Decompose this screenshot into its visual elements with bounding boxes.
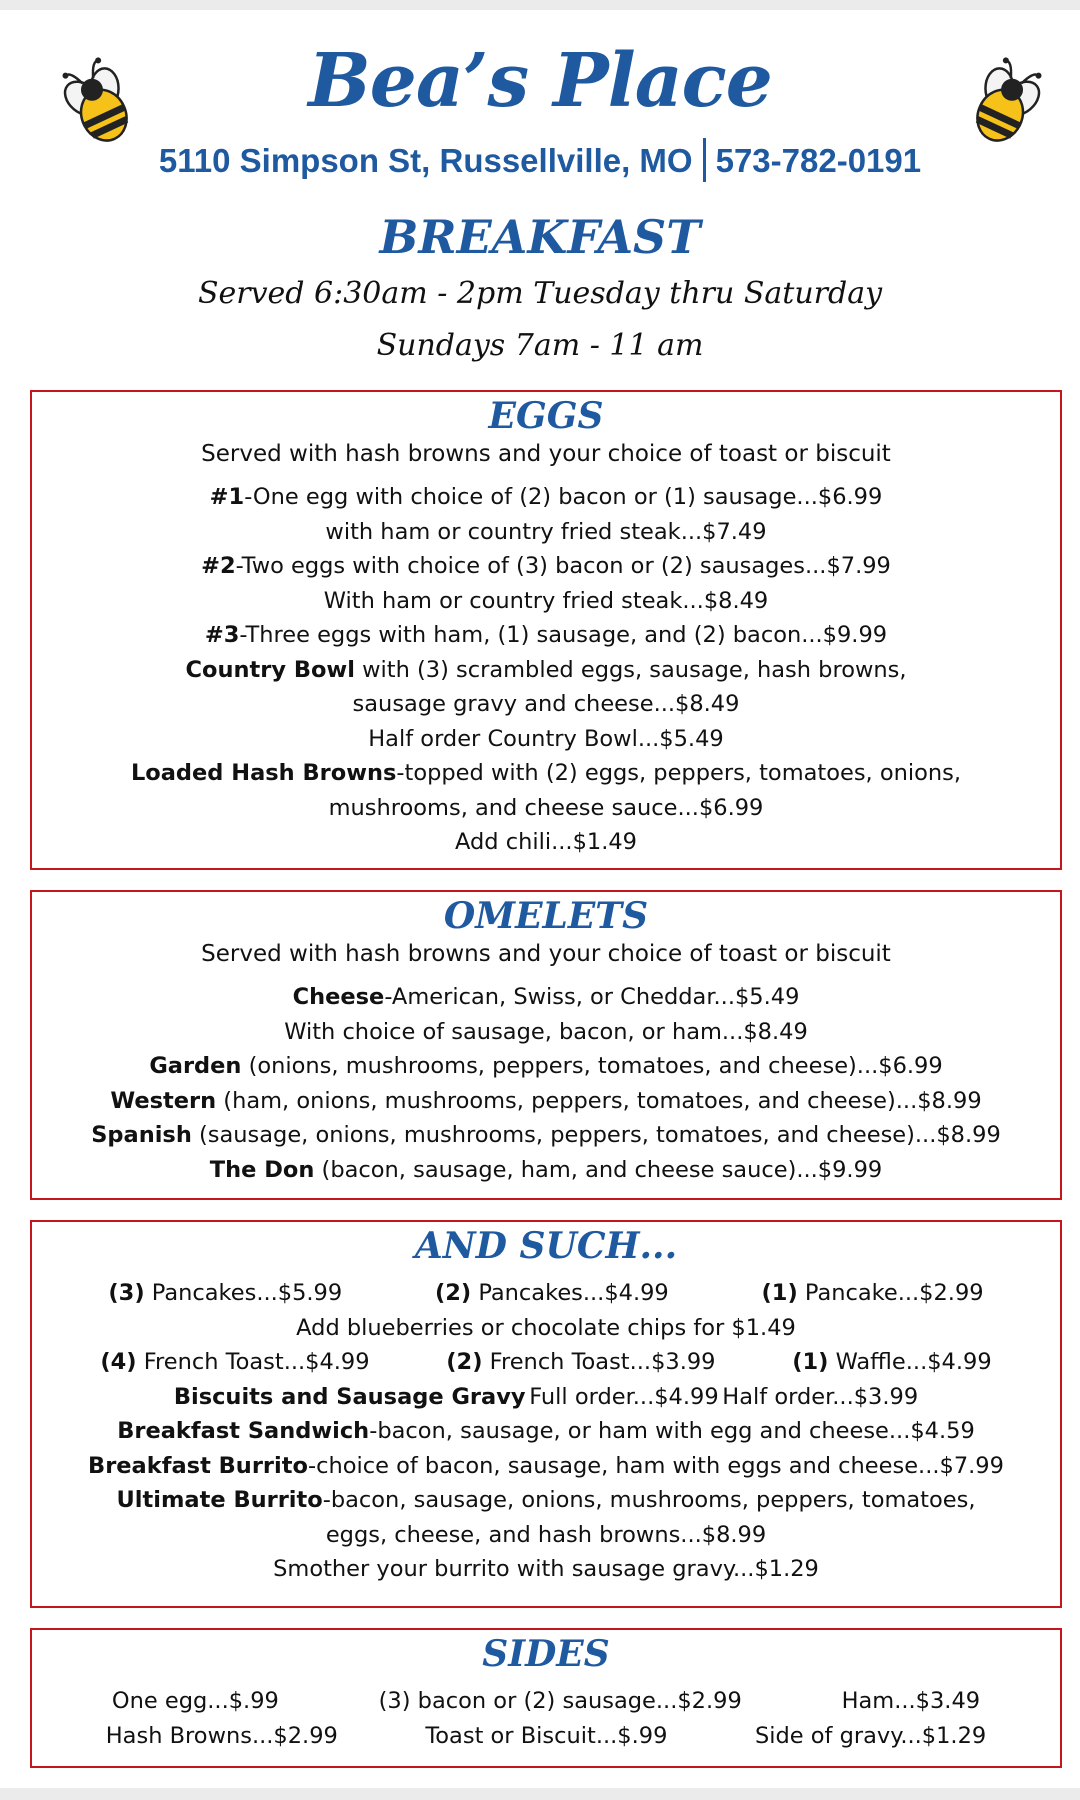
menu-item	[32, 980, 1060, 1015]
item-name: Breakfast Sandwich	[117, 1418, 370, 1444]
menu-item: (3) bacon or (2) sausage...$2.99	[378, 1688, 742, 1714]
menu-item	[32, 1153, 1060, 1188]
item-name: Spanish	[91, 1122, 192, 1148]
item-name: Breakfast Burrito	[88, 1452, 308, 1479]
menu-item	[32, 1552, 1060, 1587]
hours-sunday: Sundays 7am - 11 am	[376, 328, 704, 363]
menu-item: Toast or Biscuit...$.99	[425, 1722, 668, 1749]
item-text: (ham, onions, mushrooms, peppers, tomatoes, and cheese)...$8.99	[216, 1087, 982, 1114]
item-text: Waffle...$4.99	[828, 1349, 992, 1375]
menu-item	[762, 1276, 984, 1311]
menu-item: Hash Browns...$2.99	[105, 1722, 338, 1749]
item-text: with (3) scrambled eggs, sausage, hash browns,	[354, 656, 907, 683]
item-text: With ham or country fried steak...$8.49	[323, 587, 769, 614]
item-name: #2	[201, 553, 236, 579]
item-text: -bacon, sausage, onions, mushrooms, peppers, tomatoes,	[322, 1487, 976, 1513]
menu-item	[108, 1276, 342, 1311]
item-text: -American, Swiss, or Cheddar...$5.49	[384, 984, 800, 1010]
bee-icon	[962, 52, 1046, 152]
item-text: Smother your burrito with sausage gravy...$1.29	[273, 1556, 819, 1582]
hours-weekday: Served 6:30am - 2pm Tuesday thru Saturday	[197, 276, 883, 311]
section-subtitle: Served with hash browns and your choice of toast or biscuit	[201, 941, 891, 967]
section-sides	[30, 1628, 1062, 1768]
item-text: with ham or country fried steak...$7.49	[325, 518, 767, 545]
menu-item	[792, 1345, 991, 1380]
address-line	[0, 138, 1080, 182]
menu-item	[32, 1414, 1060, 1449]
item-text: Full order...$4.99	[529, 1383, 719, 1410]
header	[0, 10, 1080, 370]
menu-item: Add blueberries or chocolate chips for $1.49	[296, 1314, 796, 1341]
item-name: Cheese	[292, 984, 385, 1010]
menu-item	[100, 1345, 369, 1380]
menu-item	[529, 1380, 718, 1415]
divider	[703, 138, 706, 182]
menu-item	[32, 1483, 1060, 1518]
item-name: (2)	[446, 1349, 483, 1375]
item-text: eggs, cheese, and hash browns...$8.99	[325, 1521, 767, 1548]
item-list	[32, 980, 1060, 1187]
item-text: With choice of sausage, bacon, or ham...$8.49	[284, 1018, 808, 1045]
menu-item	[32, 584, 1060, 619]
menu-item	[32, 1084, 1060, 1119]
menu-item: Ham...$3.49	[841, 1688, 981, 1714]
item-list	[32, 480, 1060, 860]
sides-row	[32, 1684, 1060, 1719]
menu-item	[32, 1118, 1060, 1153]
item-name: Ultimate Burrito	[116, 1487, 323, 1513]
item-name: Loaded Hash Browns	[130, 760, 397, 786]
item-list	[32, 1414, 1060, 1587]
item-name: (4)	[100, 1349, 137, 1375]
section-title: AND SUCH...	[414, 1225, 678, 1267]
item-name: #1	[209, 484, 245, 510]
section-omelets	[30, 890, 1062, 1200]
item-text: Pancakes...$4.99	[471, 1280, 669, 1306]
item-name: (1)	[792, 1349, 829, 1375]
item-text: Pancakes...$5.99	[144, 1280, 343, 1306]
item-text: -bacon, sausage, or ham with egg and cheese...$4.59	[369, 1418, 975, 1444]
menu-item	[32, 687, 1060, 722]
item-text: Pancake...$2.99	[797, 1280, 984, 1306]
restaurant-name: Bea’s Place	[308, 38, 772, 124]
french-toast-row	[32, 1345, 1060, 1380]
item-text: -Two eggs with choice of (3) bacon or (2) sausages...$7.99	[235, 553, 891, 579]
item-text: -Three eggs with ham, (1) sausage, and (2) bacon...$9.99	[239, 622, 888, 648]
item-name: #3	[204, 622, 240, 648]
menu-item	[32, 791, 1060, 826]
biscuits-row	[32, 1380, 1060, 1415]
item-text: -One egg with choice of (2) bacon or (1) sausage...$6.99	[244, 484, 883, 510]
item-name: The Don	[209, 1156, 315, 1183]
item-text: Half order...$3.99	[722, 1383, 919, 1410]
item-text: mushrooms, and cheese sauce...$6.99	[328, 794, 764, 821]
section-title: EGGS	[488, 395, 604, 437]
menu-item	[32, 653, 1060, 688]
street-address: 5110 Simpson St, Russellville, MO	[158, 142, 693, 179]
menu-item	[446, 1345, 715, 1380]
item-text: sausage gravy and cheese...$8.49	[352, 691, 740, 717]
item-text: -choice of bacon, sausage, ham with eggs and cheese...$7.99	[307, 1452, 1004, 1479]
item-name: Country Bowl	[185, 656, 355, 683]
menu-item	[32, 722, 1060, 757]
section-eggs	[30, 390, 1062, 870]
menu-item	[32, 549, 1060, 584]
section-subtitle: Served with hash browns and your choice of toast or biscuit	[201, 441, 891, 467]
item-text: French Toast...$3.99	[482, 1349, 716, 1375]
item-name: (1)	[761, 1280, 798, 1306]
item-text: (sausage, onions, mushrooms, peppers, tomatoes, and cheese)...$8.99	[191, 1122, 1001, 1148]
menu-item	[32, 756, 1060, 791]
menu-item	[174, 1380, 526, 1415]
item-text: Half order Country Bowl...$5.49	[368, 725, 724, 752]
item-text: (onions, mushrooms, peppers, tomatoes, and cheese)...$6.99	[241, 1053, 943, 1079]
item-text: Add chili...$1.49	[455, 829, 637, 855]
menu-item	[32, 1015, 1060, 1050]
menu-title: BREAKFAST	[379, 210, 701, 264]
menu-item	[32, 618, 1060, 653]
section-title: OMELETS	[443, 895, 649, 937]
menu-item	[32, 515, 1060, 550]
menu-item	[435, 1276, 669, 1311]
menu-item	[32, 1518, 1060, 1553]
menu-item	[722, 1380, 918, 1415]
item-text: -topped with (2) eggs, peppers, tomatoes, onions,	[396, 760, 962, 786]
menu-item	[32, 825, 1060, 860]
item-text: French Toast...$4.99	[136, 1349, 370, 1375]
phone-number: 573-782-0191	[715, 142, 922, 179]
item-name: Garden	[149, 1053, 242, 1079]
section-title: SIDES	[482, 1633, 610, 1675]
menu-item	[32, 1049, 1060, 1084]
item-name: Biscuits and Sausage Gravy	[173, 1383, 526, 1410]
pancakes-row	[32, 1276, 1060, 1311]
menu-item: One egg...$.99	[111, 1688, 279, 1714]
item-name: (2)	[434, 1280, 472, 1306]
menu-item	[32, 480, 1060, 515]
sides-row	[32, 1719, 1060, 1754]
item-name: (3)	[108, 1280, 145, 1306]
item-name: Western	[110, 1087, 217, 1114]
menu-item: Side of gravy...$1.29	[754, 1722, 987, 1749]
menu-item	[32, 1449, 1060, 1484]
menu-page	[0, 10, 1080, 1788]
section-and-such	[30, 1220, 1062, 1608]
item-text: (bacon, sausage, ham, and cheese sauce)...$9.99	[314, 1156, 883, 1183]
